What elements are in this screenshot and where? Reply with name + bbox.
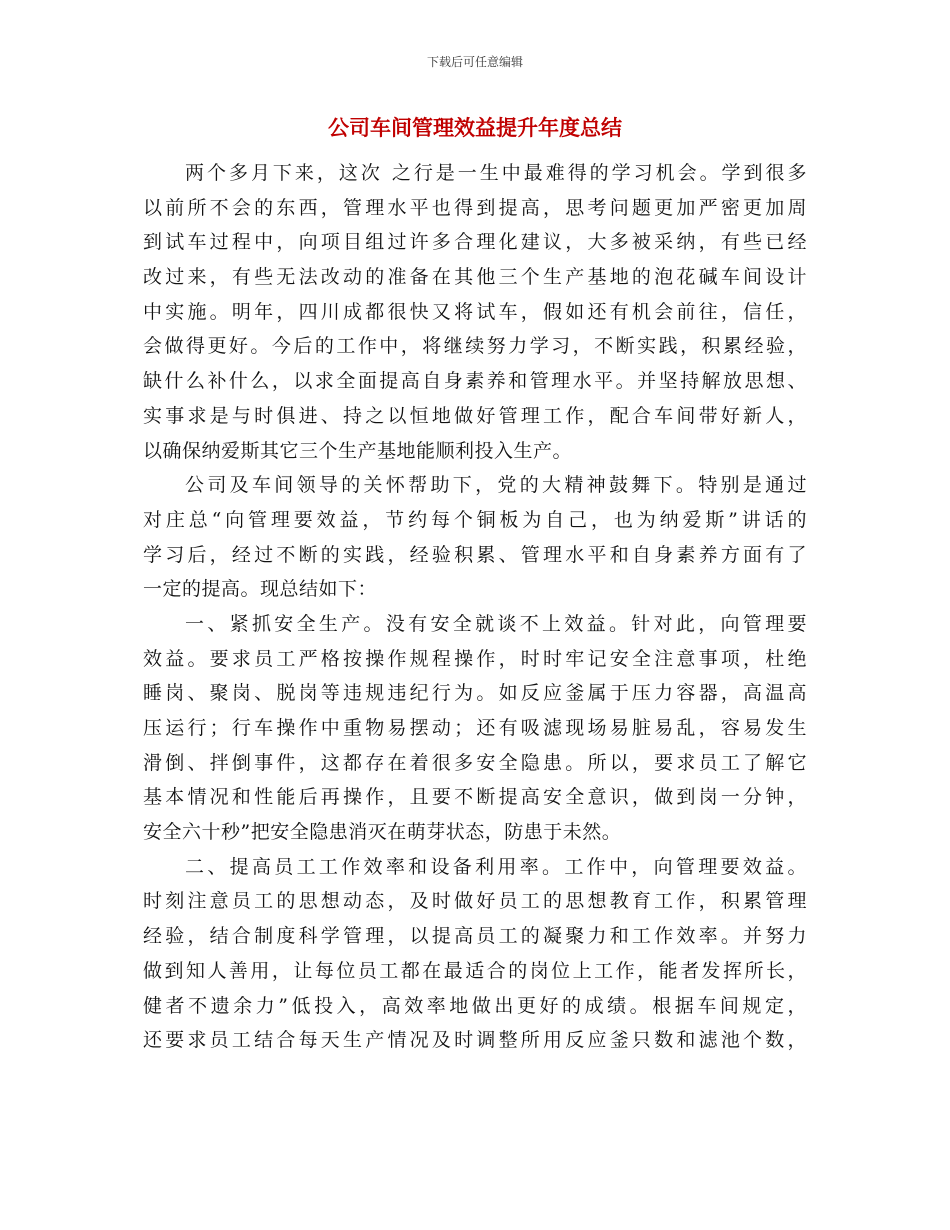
paragraph-1-line-3: 到试车过程中，向项目组过许多合理化建议，大多被采纳，有些已经	[143, 231, 807, 254]
paragraph-1-line-4: 改过来，有些无法改动的准备在其他三个生产基地的泡花碱车间设计	[143, 266, 807, 289]
paragraph-3-line-7: 安全六十秒”把安全隐患消灭在萌芽状态，防患于未然。	[143, 821, 622, 844]
header-note: 下载后可任意编辑	[426, 55, 523, 69]
paragraph-2-line-4: 一定的提高。现总结如下：	[143, 578, 378, 601]
paragraph-1-line-5: 中实施。明年，四川成都很快又将试车，假如还有机会前往，信任，	[143, 300, 807, 323]
paragraph-1-line-9: 以确保纳爱斯其它三个生产基地能顺利投入生产。	[143, 439, 573, 462]
document-body	[143, 156, 807, 1058]
document-title: 公司车间管理效益提升年度总结	[328, 116, 622, 140]
paragraph-1-line-1: 两个多月下来，这次 之行是一生中最难得的学习机会。学到很多	[185, 162, 807, 184]
paragraph-1-line-7: 缺什么补什么，以求全面提高自身素养和管理水平。并坚持解放思想、	[143, 370, 807, 393]
paragraph-2-line-1: 公司及车间领导的关怀帮助下，党的大精神鼓舞下。特别是通过	[185, 474, 807, 497]
paragraph-3-line-4: 压运行；行车操作中重物易摆动；还有吸滤现场易脏易乱，容易发生	[143, 717, 807, 739]
paragraph-2-line-2: 对庄总“向管理要效益，节约每个铜板为自己，也为纳爱斯”讲话的	[143, 508, 807, 531]
paragraph-3-line-3: 睡岗、聚岗、脱岗等违规违纪行为。如反应釜属于压力容器，高温高	[143, 682, 807, 705]
paragraph-3-line-5: 滑倒、拌倒事件，这都存在着很多安全隐患。所以，要求员工了解它	[143, 751, 807, 774]
paragraph-3-line-2: 效益。要求员工严格按操作规程操作，时时牢记安全注意事项，杜绝	[143, 647, 807, 670]
paragraph-4-line-5: 健者不遗余力”低投入，高效率地做出更好的成绩。根据车间规定，	[143, 994, 807, 1017]
paragraph-4-line-4: 做到知人善用，让每位员工都在最适合的岗位上工作，能者发挥所长，	[143, 959, 807, 982]
paragraph-3-line-6: 基本情况和性能后再操作，且要不断提高安全意识，做到岗一分钟，	[143, 786, 807, 809]
paragraph-4-line-2: 时刻注意员工的思想动态，及时做好员工的思想教育工作，积累管理	[143, 890, 807, 913]
paragraph-1-line-2: 以前所不会的东西，管理水平也得到提高，思考问题更加严密更加周	[143, 196, 807, 219]
paragraph-4-line-1: 二、提高员工工作效率和设备利用率。工作中，向管理要效益。	[185, 855, 807, 878]
paragraph-1-line-6: 会做得更好。今后的工作中，将继续努力学习，不断实践，积累经验，	[143, 335, 807, 358]
paragraph-4-line-6: 还要求员工结合每天生产情况及时调整所用反应釜只数和滤池个数，	[143, 1029, 807, 1052]
paragraph-2-line-3: 学习后，经过不断的实践，经验积累、管理水平和自身素养方面有了	[143, 543, 807, 566]
paragraph-1-line-8: 实事求是与时俱进、持之以恒地做好管理工作，配合车间带好新人，	[143, 404, 807, 427]
paragraph-4-line-3: 经验，结合制度科学管理，以提高员工的凝聚力和工作效率。并努力	[143, 925, 807, 948]
paragraph-3-line-1: 一、紧抓安全生产。没有安全就谈不上效益。针对此，向管理要	[185, 612, 807, 635]
